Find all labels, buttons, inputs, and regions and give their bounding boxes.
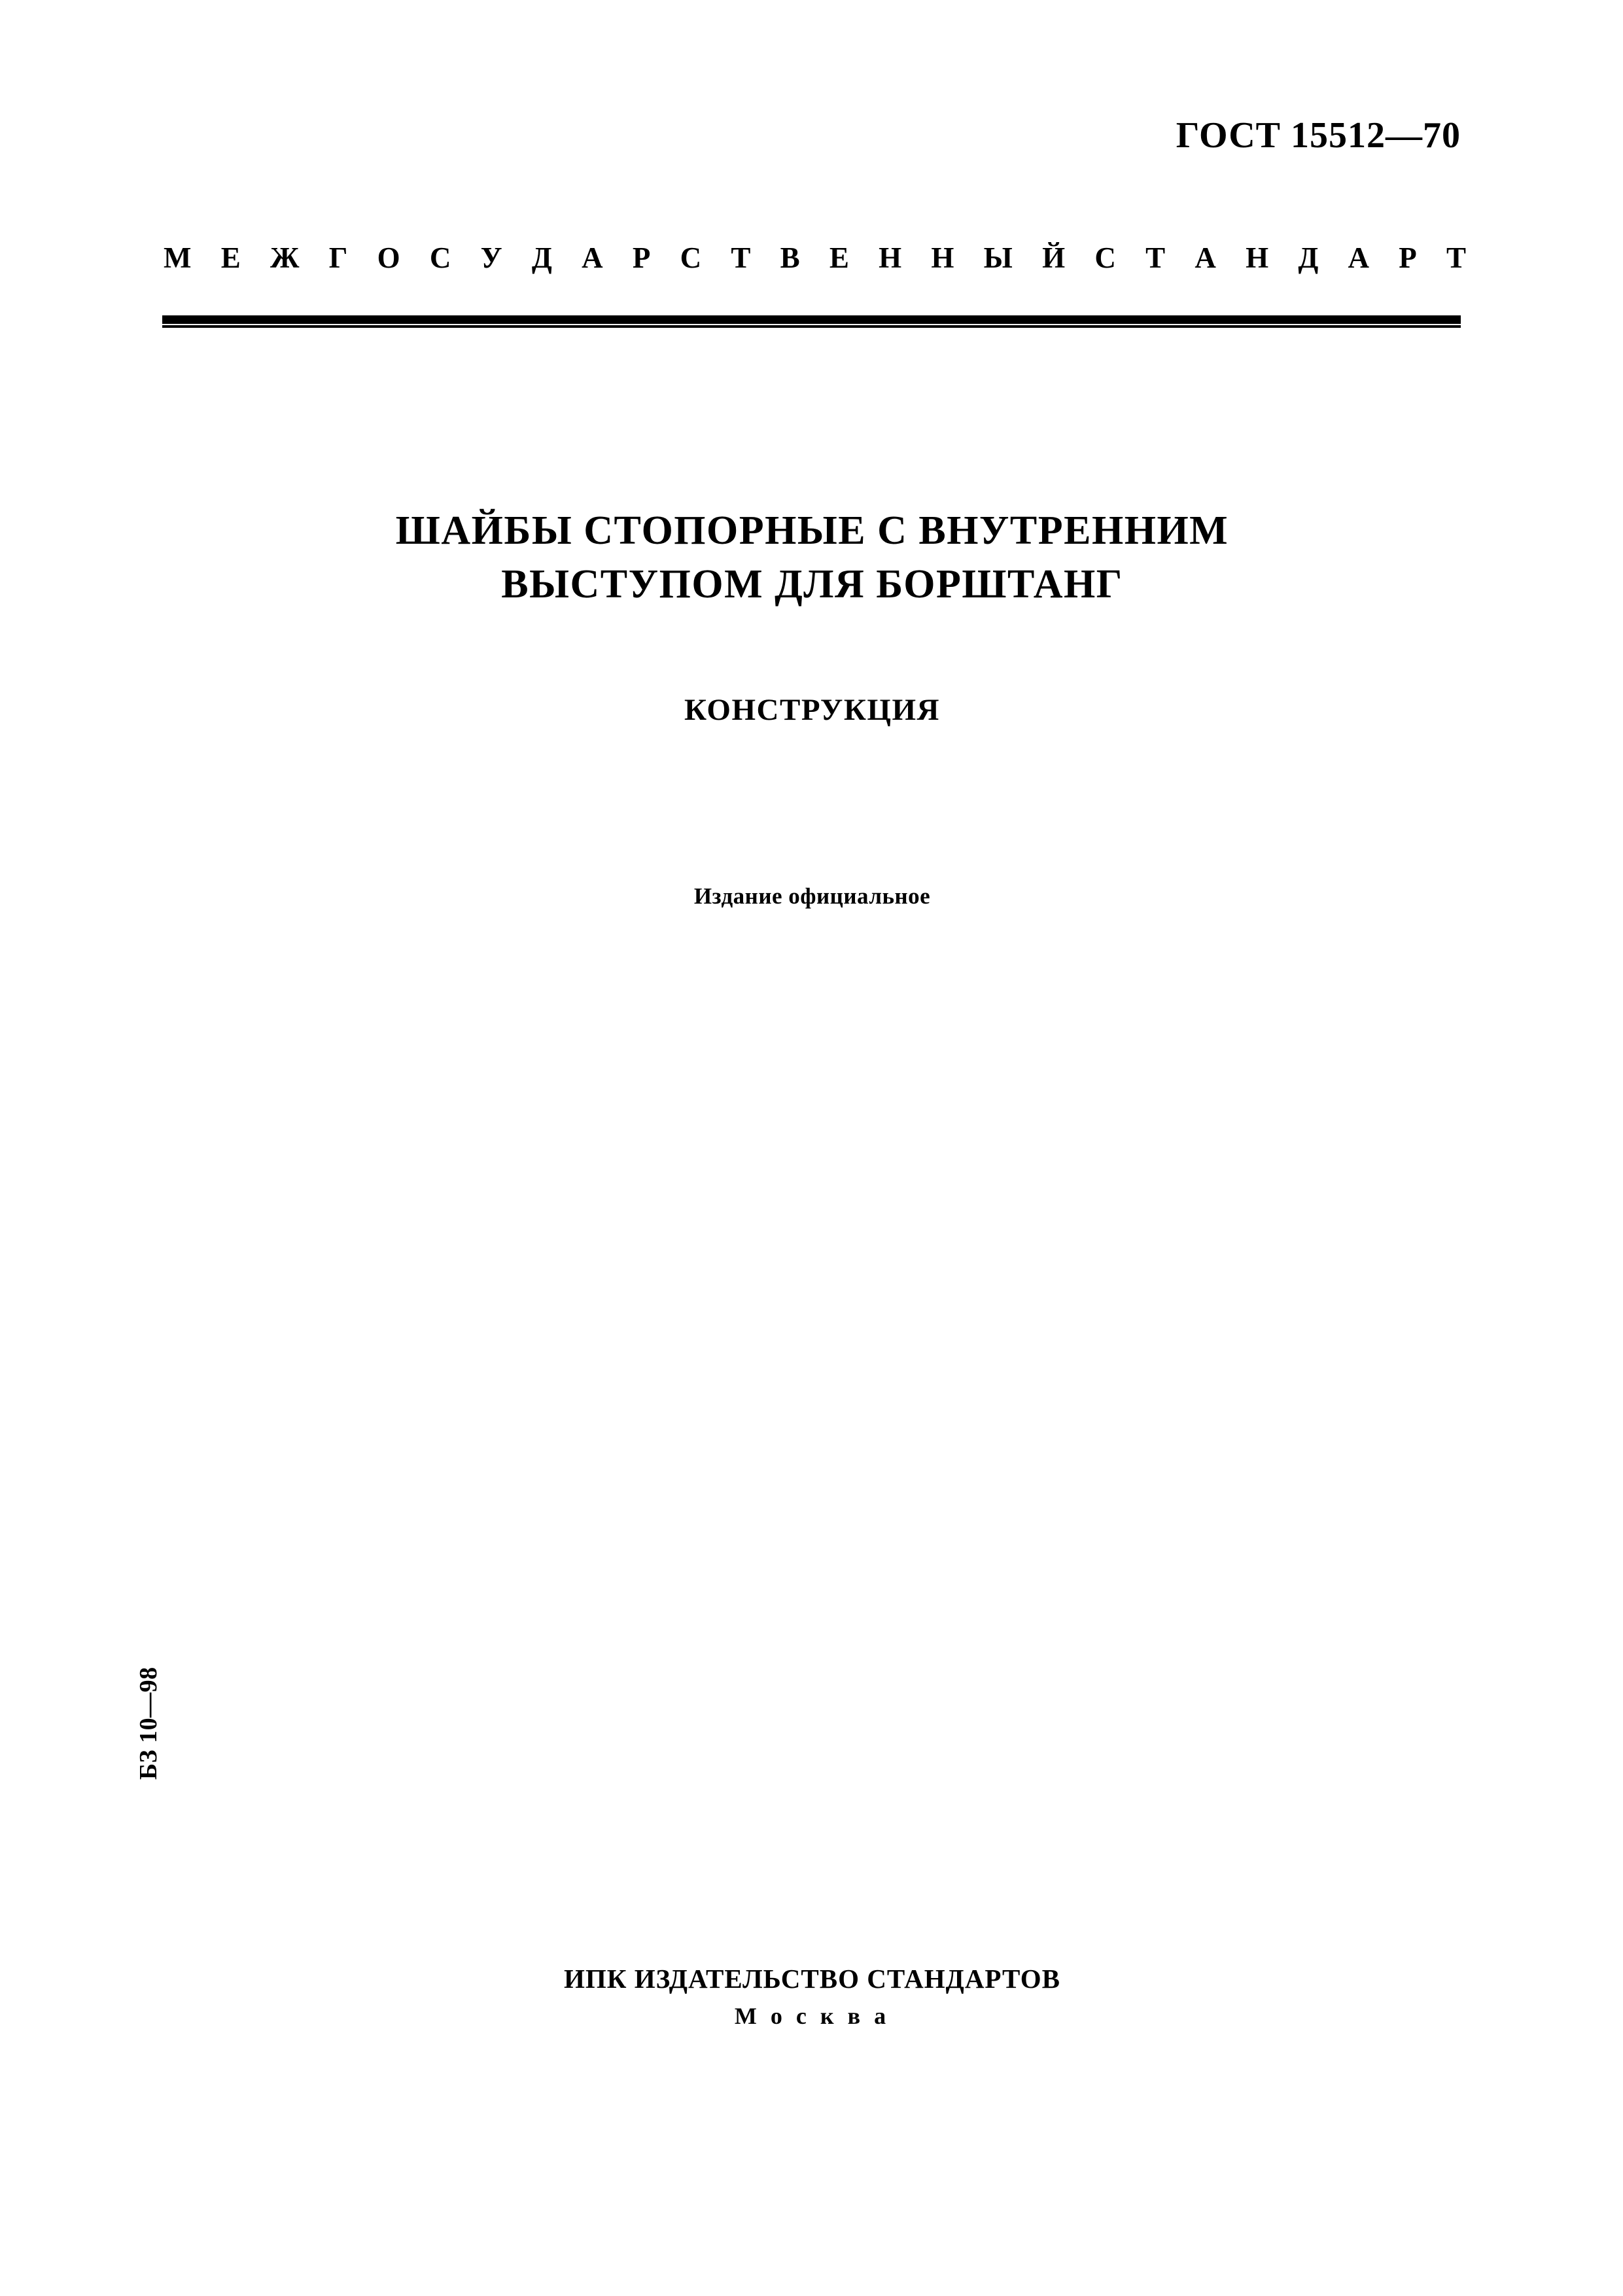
- side-code-label: БЗ 10—98: [135, 1667, 162, 1780]
- page-title-line-2: ВЫСТУПОМ ДЛЯ БОРШТАНГ: [501, 562, 1123, 607]
- publisher-name: ИПК ИЗДАТЕЛЬСТВО СТАНДАРТОВ: [563, 1964, 1061, 1994]
- header-divider: [162, 315, 1461, 327]
- publisher-city: М о с к в а: [734, 2003, 890, 2029]
- page-title: [164, 504, 1461, 612]
- divider-thin-rule: [162, 325, 1461, 328]
- standard-number: ГОСТ 15512—70: [1176, 115, 1461, 156]
- page-title-line-1: ШАЙБЫ СТОПОРНЫЕ С ВНУТРЕННИМ: [395, 508, 1229, 553]
- official-edition-note: Издание официальное: [693, 883, 931, 909]
- standard-kind-heading: М Е Ж Г О С У Д А Р С Т В Е Н Н Ы Й С Т А Н Д А Р Т: [164, 241, 1478, 274]
- divider-thick-rule: [162, 315, 1461, 324]
- page-subtitle: КОНСТРУКЦИЯ: [684, 693, 940, 727]
- publisher-block: [164, 1963, 1461, 2030]
